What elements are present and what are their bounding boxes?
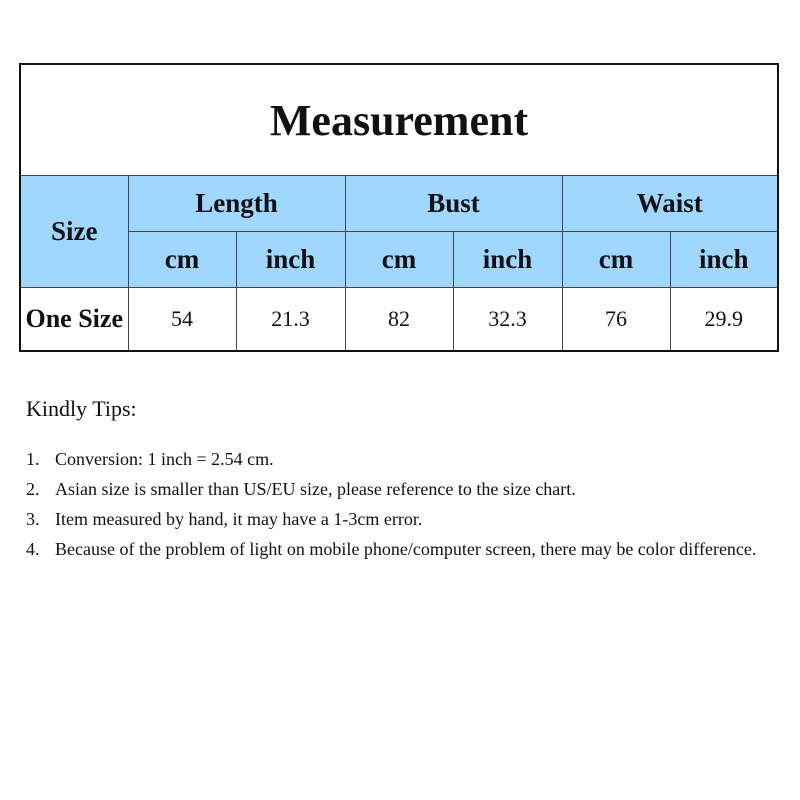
row-label: One Size bbox=[20, 288, 128, 352]
list-number: 3. bbox=[26, 509, 40, 529]
group-header-bust: Bust bbox=[345, 176, 562, 232]
unit-header: inch bbox=[236, 232, 345, 288]
list-text: Asian size is smaller than US/EU size, please reference to the size chart. bbox=[55, 479, 576, 499]
list-item bbox=[26, 474, 766, 504]
table-cell: 32.3 bbox=[453, 288, 562, 352]
table-cell: 82 bbox=[345, 288, 453, 352]
list-text: Item measured by hand, it may have a 1-3cm error. bbox=[55, 509, 423, 529]
list-number: 2. bbox=[26, 479, 40, 499]
table-row bbox=[20, 288, 778, 352]
list-item bbox=[26, 534, 766, 564]
list-number: 1. bbox=[26, 449, 40, 469]
list-text: Conversion: 1 inch = 2.54 cm. bbox=[55, 449, 274, 469]
group-header-length: Length bbox=[128, 176, 345, 232]
table-cell: 21.3 bbox=[236, 288, 345, 352]
list-item bbox=[26, 504, 766, 534]
list-item bbox=[26, 444, 766, 474]
unit-header: inch bbox=[453, 232, 562, 288]
unit-header: cm bbox=[562, 232, 670, 288]
list-number: 4. bbox=[26, 539, 40, 559]
size-header: Size bbox=[20, 176, 128, 288]
list-text: Because of the problem of light on mobile phone/computer screen, there may be color difference. bbox=[55, 539, 757, 559]
measurement-table bbox=[19, 63, 779, 352]
tips-title: Kindly Tips: bbox=[26, 396, 137, 421]
table-cell: 29.9 bbox=[670, 288, 778, 352]
table-cell: 54 bbox=[128, 288, 236, 352]
unit-header: cm bbox=[345, 232, 453, 288]
unit-header: inch bbox=[670, 232, 778, 288]
tips-section bbox=[26, 396, 766, 564]
tips-list bbox=[26, 444, 766, 564]
table-title: Measurement bbox=[20, 64, 778, 176]
unit-header: cm bbox=[128, 232, 236, 288]
table-cell: 76 bbox=[562, 288, 670, 352]
group-header-waist: Waist bbox=[562, 176, 778, 232]
